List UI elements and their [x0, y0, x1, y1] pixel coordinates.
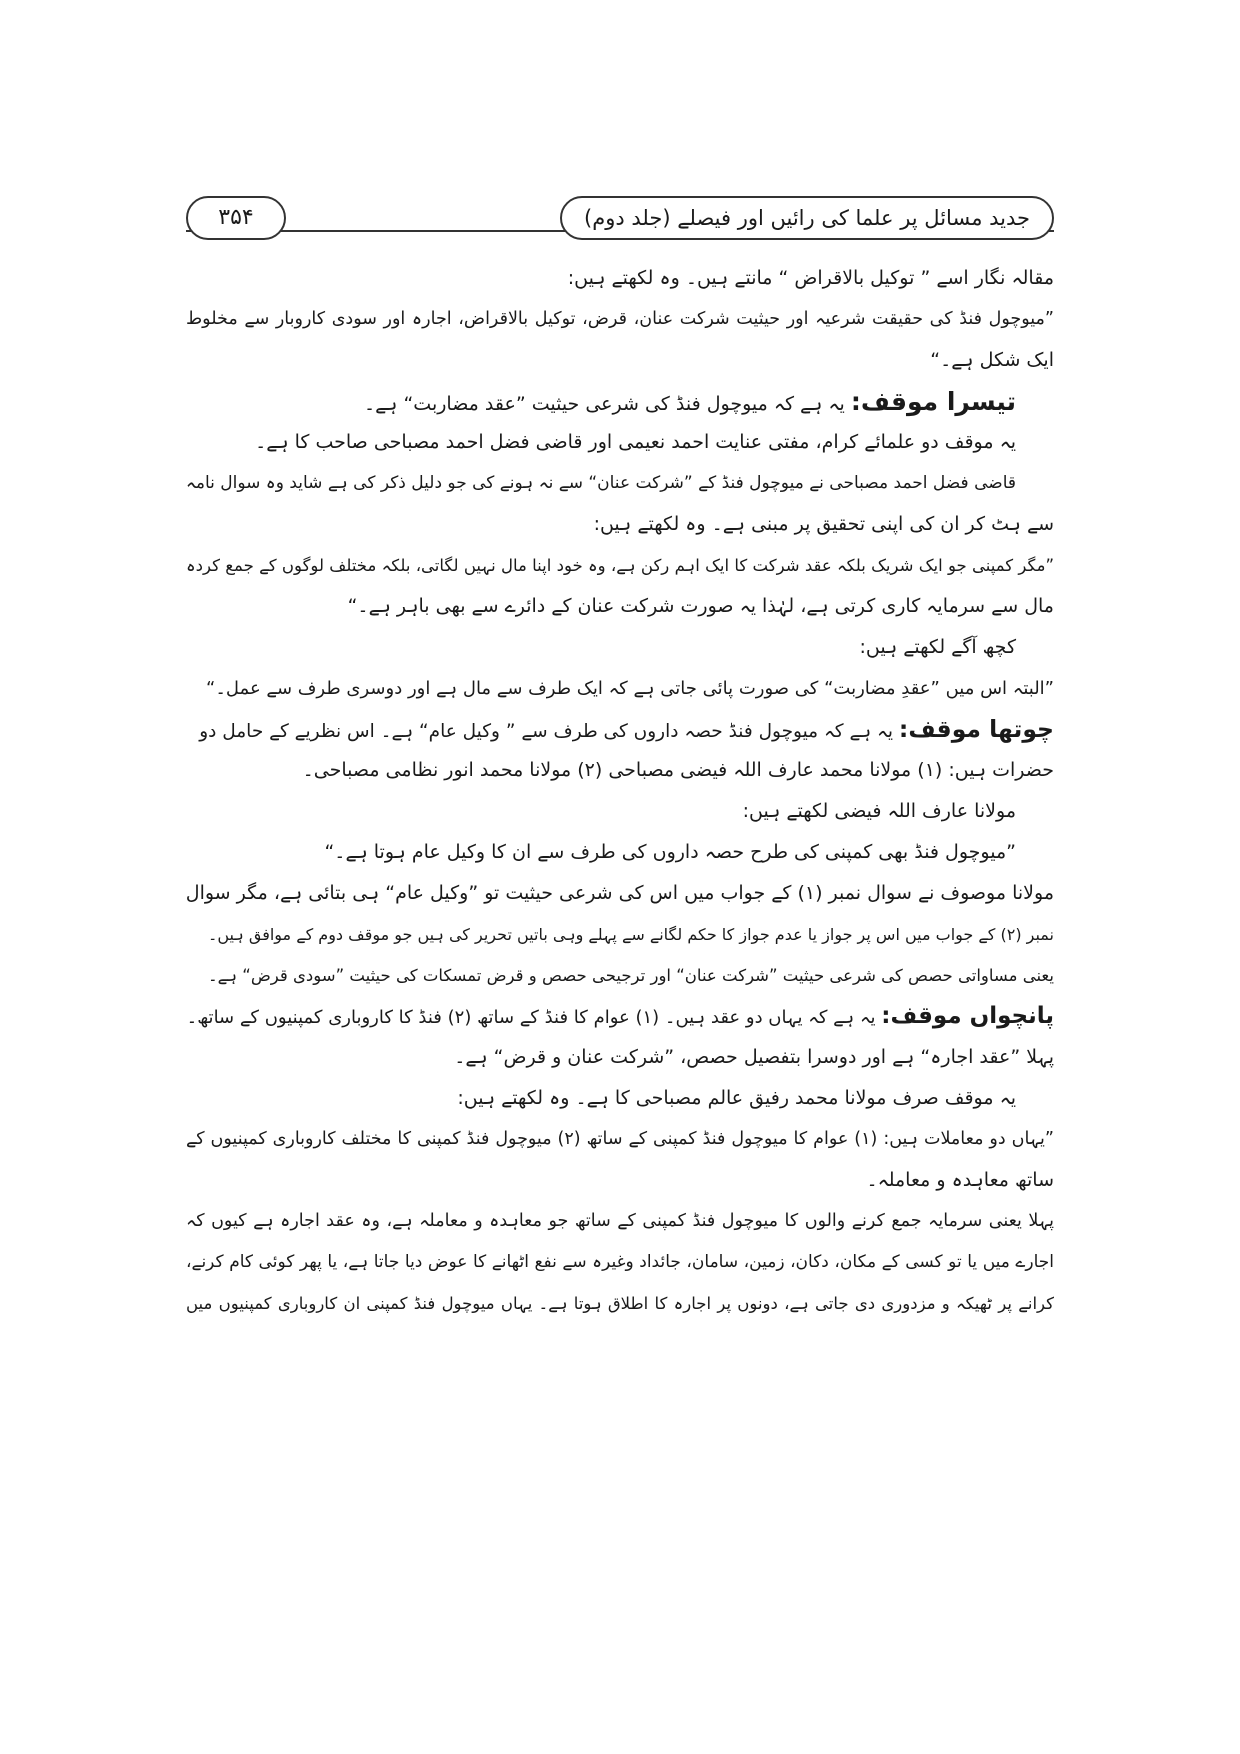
- text-line: ساتھ معاہدہ و معاملہ۔: [866, 1169, 1054, 1191]
- page-number: ۳۵۴: [186, 196, 286, 240]
- text-line: یہ موقف دو علمائے کرام، مفتی عنایت احمد نعیمی اور قاضی فضل احمد مصباحی صاحب کا ہے۔: [255, 431, 1016, 453]
- text-line: ”یہاں دو معاملات ہیں: (۱) عوام کا میوچول فنڈ کمپنی کے ساتھ (۲) میوچول فنڈ کمپنی کا مختلف کاروباری کمپنیوں کے: [186, 1129, 1054, 1149]
- text-line: پہلا ”عقد اجارہ“ ہے اور دوسرا بتفصیل حصص، ”شرکت عنان و قرض“ ہے۔: [454, 1046, 1054, 1068]
- text-line: ”مگر کمپنی جو ایک شریک بلکہ عقد شرکت کا ایک اہم رکن ہے، وہ خود اپنا مال نہیں لگاتی، بلکہ مختلف لوگوں کے جمع کردہ: [186, 556, 1054, 575]
- book-title: جدید مسائل پر علما کی رائیں اور فیصلے (جلد دوم): [560, 196, 1054, 240]
- text-line: ایک شکل ہے۔“: [930, 349, 1054, 371]
- text-line: مقالہ نگار اسے ” توکیل بالاقراض “ مانتے ہیں۔ وہ لکھتے ہیں:: [567, 267, 1054, 289]
- text-line: مولانا عارف اللہ فیضی لکھتے ہیں:: [742, 800, 1016, 822]
- text-line: ”میوچول فنڈ بھی کمپنی کی طرح حصہ داروں کی طرف سے ان کا وکیل عام ہوتا ہے۔“: [324, 841, 1016, 863]
- text-line: کرانے پر ٹھیکہ و مزدوری دی جاتی ہے، دونوں پر اجارہ کا اطلاق ہوتا ہے۔ یہاں میوچول فنڈ کمپنی ان کاروباری کمپنیوں میں: [186, 1294, 1054, 1313]
- section-heading-line: تیسرا موقف: یہ ہے کہ میوچول فنڈ کی شرعی حیثیت ”عقد مضاربت“ ہے۔: [364, 387, 1016, 416]
- section-heading-line: پانچواں موقف: یہ ہے کہ یہاں دو عقد ہیں۔ (۱) عوام کا فنڈ کے ساتھ (۲) فنڈ کا کاروباری کمپنیوں کے ساتھ۔: [186, 1003, 1054, 1029]
- section-heading: چوتھا موقف:: [898, 715, 1054, 743]
- text-line: یعنی مساواتی حصص کی شرعی حیثیت ”شرکت عنان“ اور ترجیحی حصص و قرض تمسکات کی حیثیت ”سودی قرض“ ہے۔: [208, 966, 1054, 985]
- text-line: پہلا یعنی سرمایہ جمع کرنے والوں کا میوچول فنڈ کمپنی کے ساتھ جو معاہدہ و معاملہ ہے، وہ عقد اجارہ ہے کیوں کہ: [186, 1211, 1054, 1231]
- text-line: اجارے میں یا تو کسی کے مکان، دکان، زمین، سامان، جائداد وغیرہ سے نفع اٹھانے کا عوض دیا جاتا ہے، یا پھر کوئی کام کرنے،: [186, 1252, 1054, 1272]
- text-line: سے ہٹ کر ان کی اپنی تحقیق پر مبنی ہے۔ وہ لکھتے ہیں:: [593, 513, 1054, 535]
- text-line: ”البتہ اس میں ”عقدِ مضاربت“ کی صورت پائی جاتی ہے کہ ایک طرف سے مال ہے اور دوسری طرف سے عمل۔“: [206, 678, 1054, 699]
- text-line: قاضی فضل احمد مصباحی نے میوچول فنڈ کے ”شرکت عنان“ سے نہ ہونے کی جو دلیل ذکر کی ہے شاید وہ سوال نامہ: [186, 473, 1016, 493]
- page-header: [186, 196, 1054, 244]
- text-line: ”میوچول فنڈ کی حقیقت شرعیہ اور حیثیت شرکت عنان، قرض، توکیل بالاقراض، اجارہ اور سودی کاروبار سے مخلوط: [186, 309, 1054, 329]
- text-line: مولانا موصوف نے سوال نمبر (۱) کے جواب میں اس کی شرعی حیثیت تو ”وکیل عام“ ہی بتائی ہے، مگر سوال: [186, 882, 1054, 904]
- section-heading: پانچواں موقف:: [881, 1003, 1054, 1029]
- text-line: نمبر (۲) کے جواب میں اس پر جواز یا عدم جواز کا حکم لگانے سے پہلے وہی باتیں تحریر کی ہیں جو موقف دوم کے موافق ہیں۔: [208, 925, 1054, 944]
- section-heading-line: چوتھا موقف: یہ ہے کہ میوچول فنڈ حصہ داروں کی طرف سے ” وکیل عام“ ہے۔ اس نظریے کے حامل دو: [199, 715, 1054, 743]
- text-line: حضرات ہیں: (۱) مولانا محمد عارف اللہ فیضی مصباحی (۲) مولانا محمد انور نظامی مصباحی۔: [302, 759, 1054, 781]
- text-line: یہ موقف صرف مولانا محمد رفیق عالم مصباحی کا ہے۔ وہ لکھتے ہیں:: [457, 1087, 1016, 1109]
- text-line: مال سے سرمایہ کاری کرتی ہے، لہٰذا یہ صورت شرکت عنان کے دائرے سے بھی باہر ہے۔“: [347, 595, 1054, 617]
- text-line: کچھ آگے لکھتے ہیں:: [859, 636, 1016, 658]
- body-text: [186, 258, 1054, 1324]
- section-heading: تیسرا موقف:: [850, 387, 1016, 416]
